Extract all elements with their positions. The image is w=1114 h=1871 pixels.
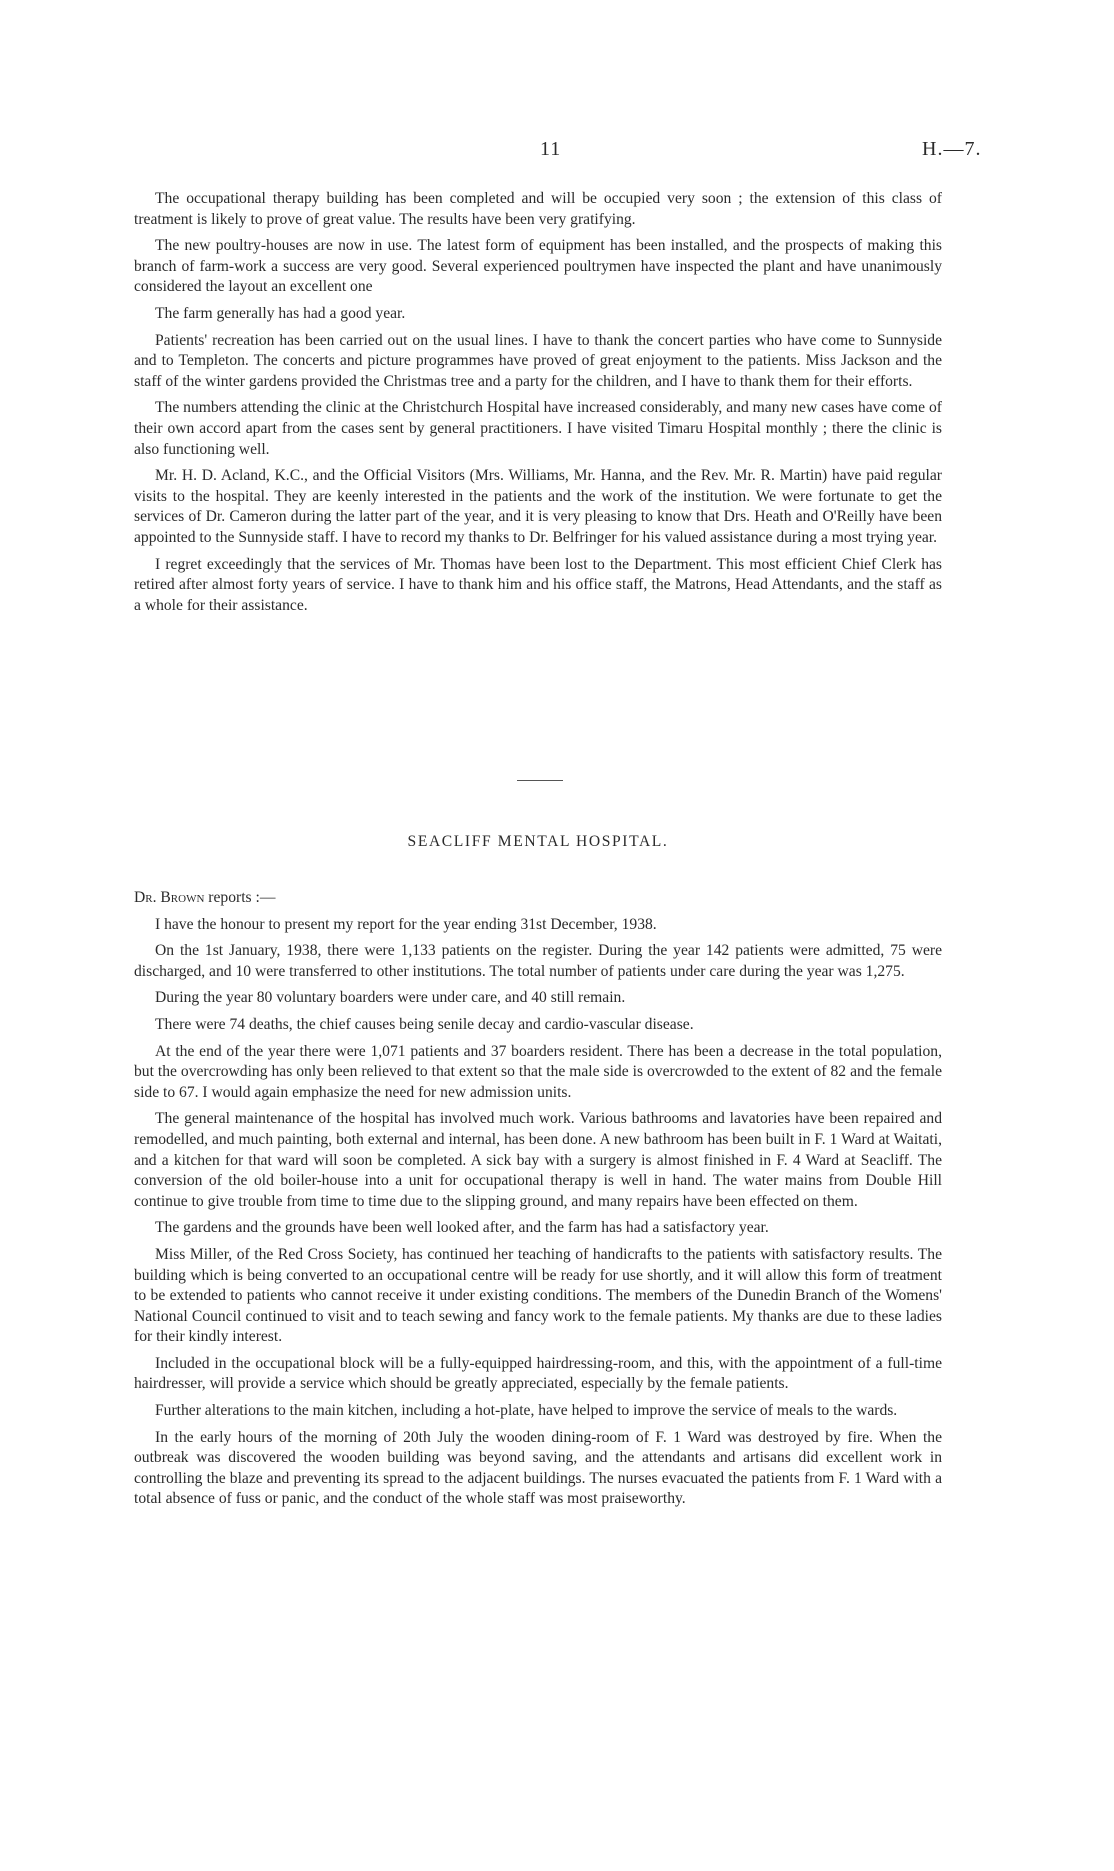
paragraph: In the early hours of the morning of 20th July the wooden dining-room of F. 1 Ward was destroyed by fire. When the outbreak was discovered the wooden building was beyond saving, and the attendants and artisans did excellent work in controlling the blaze and preventing its spread to the adjacent buildings. The nurses evacuated the patients from F. 1 Ward with a total absence of fuss or panic, and the conduct of the whole staff was most praiseworthy. [134, 1428, 942, 1508]
paragraph: There were 74 deaths, the chief causes being senile decay and cardio-vascular disease. [155, 1015, 694, 1033]
paragraph: Included in the occupational block will be a fully-equipped hairdressing-room, and this, with the appointment of a full-time hairdresser, will provide a service which should be greatly appreciated, especially by the female patients. [134, 1354, 942, 1393]
paragraph: The occupational therapy building has been completed and will be occupied very soon ; the extension of this class of treatment is likely to prove of great value. The results have been very gratifying. [134, 190, 942, 228]
paragraph: The general maintenance of the hospital has involved much work. Various bathrooms and lavatories have been repaired and remodelled, and much painting, both external and internal, has been done. A new bathroom has been built in F. 1 Ward at Waitati, and a kitchen for that ward will soon be completed. A sick bay with a surgery is almost finished in F. 4 Ward at Seacliff. The conversion of the old boiler-house into a unit for occupational therapy is well in hand. The water mains from Double Hill continue to give trouble from time to time due to the slipping ground, and many repairs have been effected on them. [134, 1110, 942, 1210]
paragraph: Miss Miller, of the Red Cross Society, has continued her teaching of handicrafts to the patients with satisfactory results. The building which is being converted to an occupational centre will be ready for use shortly, and it will allow this form of treatment to be extended to patients who cannot receive it under existing conditions. The members of the Dunedin Branch of the Womens' National Council continued to visit and to teach sewing and fancy work to the female patients. My thanks are due to these ladies for their kindly interest. [134, 1245, 942, 1346]
paragraph: During the year 80 voluntary boarders were under care, and 40 still remain. [155, 989, 626, 1007]
intro-suffix: reports :— [204, 889, 276, 906]
seacliff-report [134, 888, 942, 1516]
paragraph: I regret exceedingly that the services of Mr. Thomas have been lost to the Department. This most efficient Chief Clerk has retired after almost forty years of service. I have to thank him and his office staff, the Matrons, Head Attendants, and the staff as a whole for their assistance. [134, 555, 942, 614]
paragraph: Further alterations to the main kitchen, including a hot-plate, have helped to improve the service of meals to the wards. [155, 1402, 898, 1420]
report-intro [134, 888, 942, 909]
page-number: 11 [540, 138, 562, 160]
paragraph: Patients' recreation has been carried out on the usual lines. I have to thank the concert parties who have come to Sunnyside and to Templeton. The concerts and picture programmes have proved of great enjoyment to the patients. Miss Jackson and the staff of the winter gardens provided the Christmas tree and a party for the children, and I have to thank them for their efforts. [134, 331, 942, 390]
author-name: Dr. Brown [134, 889, 205, 906]
section-divider [517, 780, 563, 781]
document-code: H.—7. [922, 138, 982, 160]
paragraph: The numbers attending the clinic at the Christchurch Hospital have increased considerably, and many new cases have come of their own accord apart from the cases sent by general practitioners. I have visited Timaru Hospital monthly ; there the clinic is also functioning well. [134, 399, 942, 458]
paragraph: The new poultry-houses are now in use. The latest form of equipment has been installed, and the prospects of making this branch of farm-work a success are very good. Several experienced poultrymen have inspected the plant and have unanimously considered the layout an excellent one [134, 237, 942, 296]
sunnyside-report-continuation [134, 189, 942, 622]
paragraph: The farm generally has had a good year. [155, 304, 406, 322]
paragraph: I have the honour to present my report for the year ending 31st December, 1938. [155, 915, 657, 933]
section-heading: SEACLIFF MENTAL HOSPITAL. [407, 833, 669, 850]
paragraph: The gardens and the grounds have been well looked after, and the farm has had a satisfactory year. [155, 1219, 769, 1237]
paragraph: At the end of the year there were 1,071 patients and 37 boarders resident. There has been a decrease in the total population, but the overcrowding has only been relieved to that extent so that the male side is overcrowded to the extent of 82 and the female side to 67. I would again emphasize the need for new admission units. [134, 1042, 942, 1101]
paragraph: On the 1st January, 1938, there were 1,133 patients on the register. During the year 142 patients were admitted, 75 were discharged, and 10 were transferred to other institutions. The total number of patients under care during the year was 1,275. [134, 942, 942, 980]
paragraph: Mr. H. D. Acland, K.C., and the Official Visitors (Mrs. Williams, Mr. Hanna, and the Rev. Mr. R. Martin) have paid regular visits to the hospital. They are keenly interested in the patients and the work of the institution. We were fortunate to get the services of Dr. Cameron during the latter part of the year, and it is very pleasing to know that Drs. Heath and O'Reilly have been appointed to the Sunnyside staff. I have to record my thanks to Dr. Belfringer for his valued assistance during a most trying year. [134, 467, 942, 546]
